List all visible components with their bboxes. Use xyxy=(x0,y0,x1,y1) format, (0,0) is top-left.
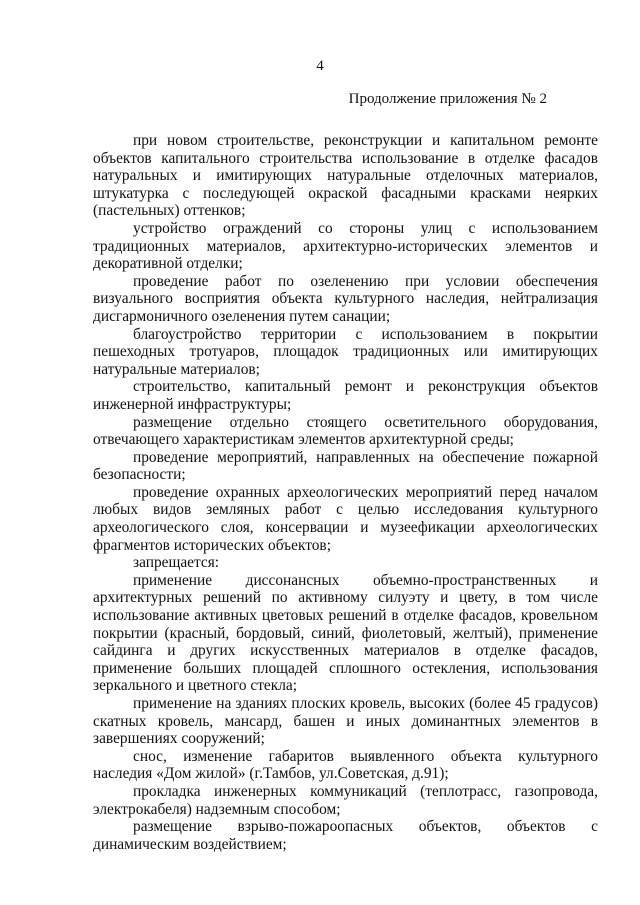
paragraph-fences: устройство ограждений со стороны улиц с использованием традиционных материалов, архитектурно-исторических элементов и декоративной отделки; xyxy=(93,219,598,273)
paragraph-infrastructure: строительство, капитальный ремонт и реконструкция объектов инженерной инфраструктуры; xyxy=(93,378,598,413)
paragraph-improvement: благоустройство территории с использованием в покрытии пешеходных тротуаров, площадок традиционных или имитирующих натуральные материалов; xyxy=(93,325,598,378)
document-body xyxy=(93,132,598,853)
paragraph-archaeology: проведение охранных археологических мероприятий перед началом любых видов земляных работ с целью исследования культурного археологического слоя, консервации и музеефикации археологических фрагментов исторических объектов; xyxy=(93,483,598,554)
paragraph-demolition: снос, изменение габаритов выявленного объекта культурного наследия «Дом жилой» (г.Тамбов, ул.Советская, д.91); xyxy=(93,747,598,783)
appendix-continuation-note: Продолжение приложения № 2 xyxy=(348,91,547,107)
paragraph-fire-safety: проведение мероприятий, направленных на обеспечение пожарной безопасности; xyxy=(93,448,598,484)
paragraph-new-construction: при новом строительстве, реконструкции и капитальном ремонте объектов капитального строительства использование в отделке фасадов натуральных и имитирующих натуральные отделочных материалов, штукатурка с последующей окраской фасадными красками неярких (пастельных) оттенков; xyxy=(93,132,598,220)
paragraph-hazardous-objects: размещение взрыво-пожароопасных объектов, объектов с динамическим воздействием; xyxy=(93,818,598,853)
paragraph-landscaping: проведение работ по озеленению при условии обеспечения визуального восприятия объекта культурного наследия, нейтрализация дисгармоничного озеленения путем санации; xyxy=(93,272,598,325)
paragraph-flat-roofs: применение на зданиях плоских кровель, высоких (более 45 градусов) скатных кровель, мансард, башен и иных доминантных элементов в завершениях сооружений; xyxy=(93,695,598,748)
paragraph-dissonant-solutions: применение диссонансных объемно-пространственных и архитектурных решений по активному силуэту и цвету, в том числе использование активных цветовых решений в отделке фасадов, кровельном покрытии (красный, бордовый, синий, фиолетовый, желтый), применение сайдинга и других искусственных материалов в отделке фасадов, применение больших площадей сплошного остекления, использования зеркального и цветного стекла; xyxy=(93,571,598,695)
paragraph-prohibited-heading: запрещается: xyxy=(133,554,220,572)
paragraph-utilities: прокладка инженерных коммуникаций (теплотрасс, газопровода, электрокабеля) надземным способом; xyxy=(93,782,598,818)
paragraph-lighting: размещение отдельно стоящего осветительного оборудования, отвечающего характеристикам элементов архитектурной среды; xyxy=(93,413,598,449)
page-number: 4 xyxy=(316,58,324,74)
